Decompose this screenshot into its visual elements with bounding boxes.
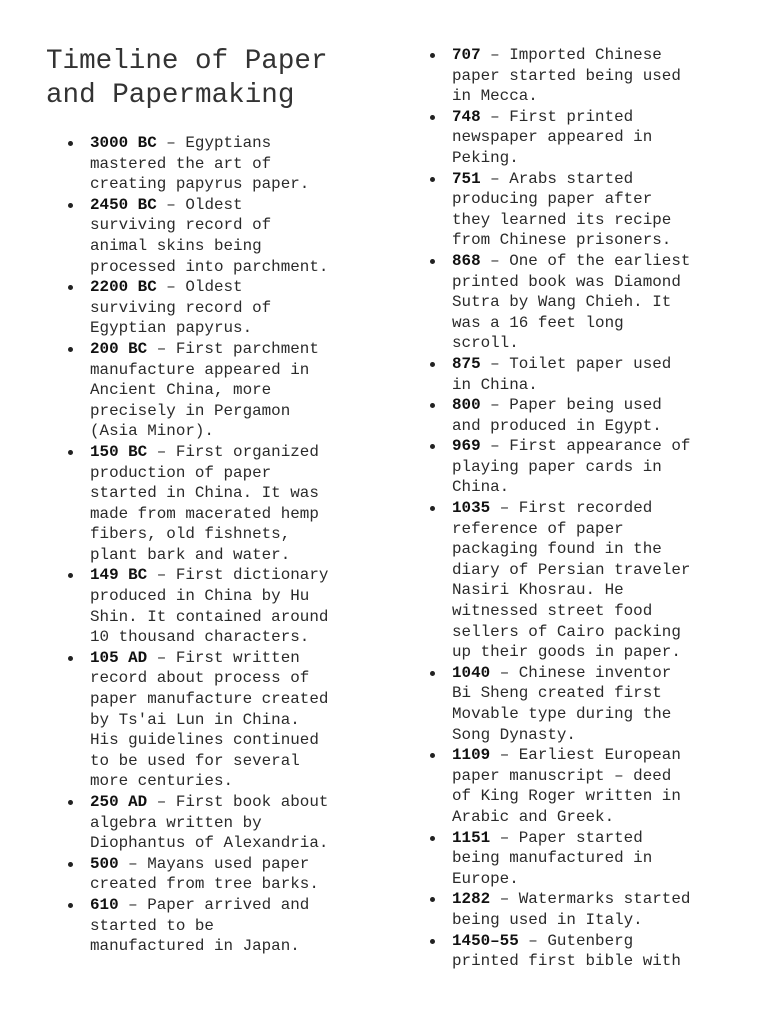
timeline-year: 610 — [90, 895, 119, 914]
list-item — [408, 45, 738, 107]
timeline-text: – Paper started being manufactured in Europe. — [452, 828, 653, 888]
left-column — [46, 0, 382, 957]
page-title: Timeline of Paper and Papermaking — [46, 46, 328, 111]
timeline-year: 751 — [452, 169, 481, 188]
list-item — [46, 854, 382, 895]
timeline-text: – First organized production of paper started in China. It was made from macerated hemp fibers, old fishnets, plant bark and water. — [90, 442, 319, 564]
timeline-year: 2200 BC — [90, 278, 157, 297]
timeline-text: – Watermarks started being used in Italy. — [452, 890, 691, 929]
list-item — [408, 828, 738, 890]
timeline-text: – First recorded reference of paper packaging found in the diary of Persian traveler Nasiri Khosrau. He witnessed street food sellers of Cairo packing up their goods in paper. — [452, 499, 691, 662]
timeline-year: 200 BC — [90, 339, 148, 358]
right-column — [408, 0, 738, 972]
list-item — [46, 565, 382, 647]
list-item — [408, 169, 738, 251]
list-item — [408, 745, 738, 827]
timeline-text: – Paper being used and produced in Egypt. — [452, 396, 662, 435]
list-item — [46, 339, 382, 442]
timeline-text: – Toilet paper used in China. — [452, 354, 672, 394]
list-item — [46, 133, 382, 195]
list-item — [46, 895, 382, 957]
timeline-text: – First written record about process of paper manufacture created by Ts'ai Lun in China. His guidelines continued to be used for several more centuries. — [90, 648, 329, 791]
list-item — [46, 442, 382, 566]
timeline-text: – First book about algebra written by Diophantus of Alexandria. — [90, 793, 329, 853]
list-item — [408, 931, 738, 972]
list-item — [408, 889, 738, 930]
timeline-list-left — [46, 133, 382, 957]
timeline-text: – First dictionary produced in China by Hu Shin. It contained around 10 thousand characters. — [90, 566, 329, 647]
timeline-text: – Arabs started producing paper after they learned its recipe from Chinese prisoners. — [452, 169, 672, 250]
timeline-text: – First printed newspaper appeared in Peking. — [452, 107, 653, 167]
timeline-year: 149 BC — [90, 566, 148, 585]
timeline-year: 707 — [452, 46, 481, 64]
list-item — [408, 395, 738, 436]
timeline-year: 1109 — [452, 746, 491, 765]
timeline-text: – Oldest surviving record of Egyptian papyrus. — [90, 278, 272, 338]
timeline-year: 1040 — [452, 663, 491, 682]
list-item — [408, 107, 738, 169]
list-item — [46, 195, 382, 277]
timeline-year: 1151 — [452, 828, 491, 847]
timeline-text: – One of the earliest printed book was Diamond Sutra by Wang Chieh. It was a 16 feet long scroll. — [452, 251, 691, 353]
timeline-text: – Mayans used paper created from tree barks. — [90, 854, 319, 894]
timeline-text: – Earliest European paper manuscript – deed of King Roger written in Arabic and Greek. — [452, 746, 681, 826]
timeline-year: 150 BC — [90, 442, 148, 461]
timeline-text: – First parchment manufacture appeared in Ancient China, more precisely in Pergamon (Asia Minor). — [90, 339, 319, 441]
timeline-year: 1035 — [452, 499, 491, 518]
timeline-year: 1450–55 — [452, 931, 519, 950]
timeline-text: – First appearance of playing paper cards in China. — [452, 437, 691, 497]
timeline-text: – Paper arrived and started to be manufactured in Japan. — [90, 895, 310, 956]
list-item — [408, 354, 738, 395]
list-item — [408, 663, 738, 745]
timeline-list-right — [408, 45, 738, 972]
timeline-year: 500 — [90, 854, 119, 873]
timeline-year: 800 — [452, 396, 481, 415]
list-item — [408, 251, 738, 354]
list-item — [408, 498, 738, 663]
list-item — [408, 436, 738, 498]
list-item — [46, 277, 382, 339]
timeline-year: 105 AD — [90, 648, 148, 667]
timeline-text: – Imported Chinese paper started being used in Mecca. — [452, 46, 681, 106]
timeline-year: 875 — [452, 354, 481, 373]
timeline-year: 969 — [452, 437, 481, 456]
list-item — [46, 648, 382, 792]
timeline-text: – Chinese inventor Bi Sheng created first Movable type during the Song Dynasty. — [452, 663, 672, 744]
timeline-year: 3000 BC — [90, 134, 157, 152]
timeline-year: 748 — [452, 107, 481, 126]
timeline-year: 1282 — [452, 890, 491, 909]
timeline-text: – Egyptians mastered the art of creating papyrus paper. — [90, 134, 310, 194]
timeline-year: 2450 BC — [90, 195, 157, 214]
timeline-year: 250 AD — [90, 793, 148, 811]
list-item — [46, 792, 382, 854]
timeline-year: 868 — [452, 251, 481, 270]
timeline-text: – Gutenberg printed first bible with — [452, 931, 681, 971]
timeline-text: – Oldest surviving record of animal skins being processed into parchment. — [90, 195, 329, 276]
